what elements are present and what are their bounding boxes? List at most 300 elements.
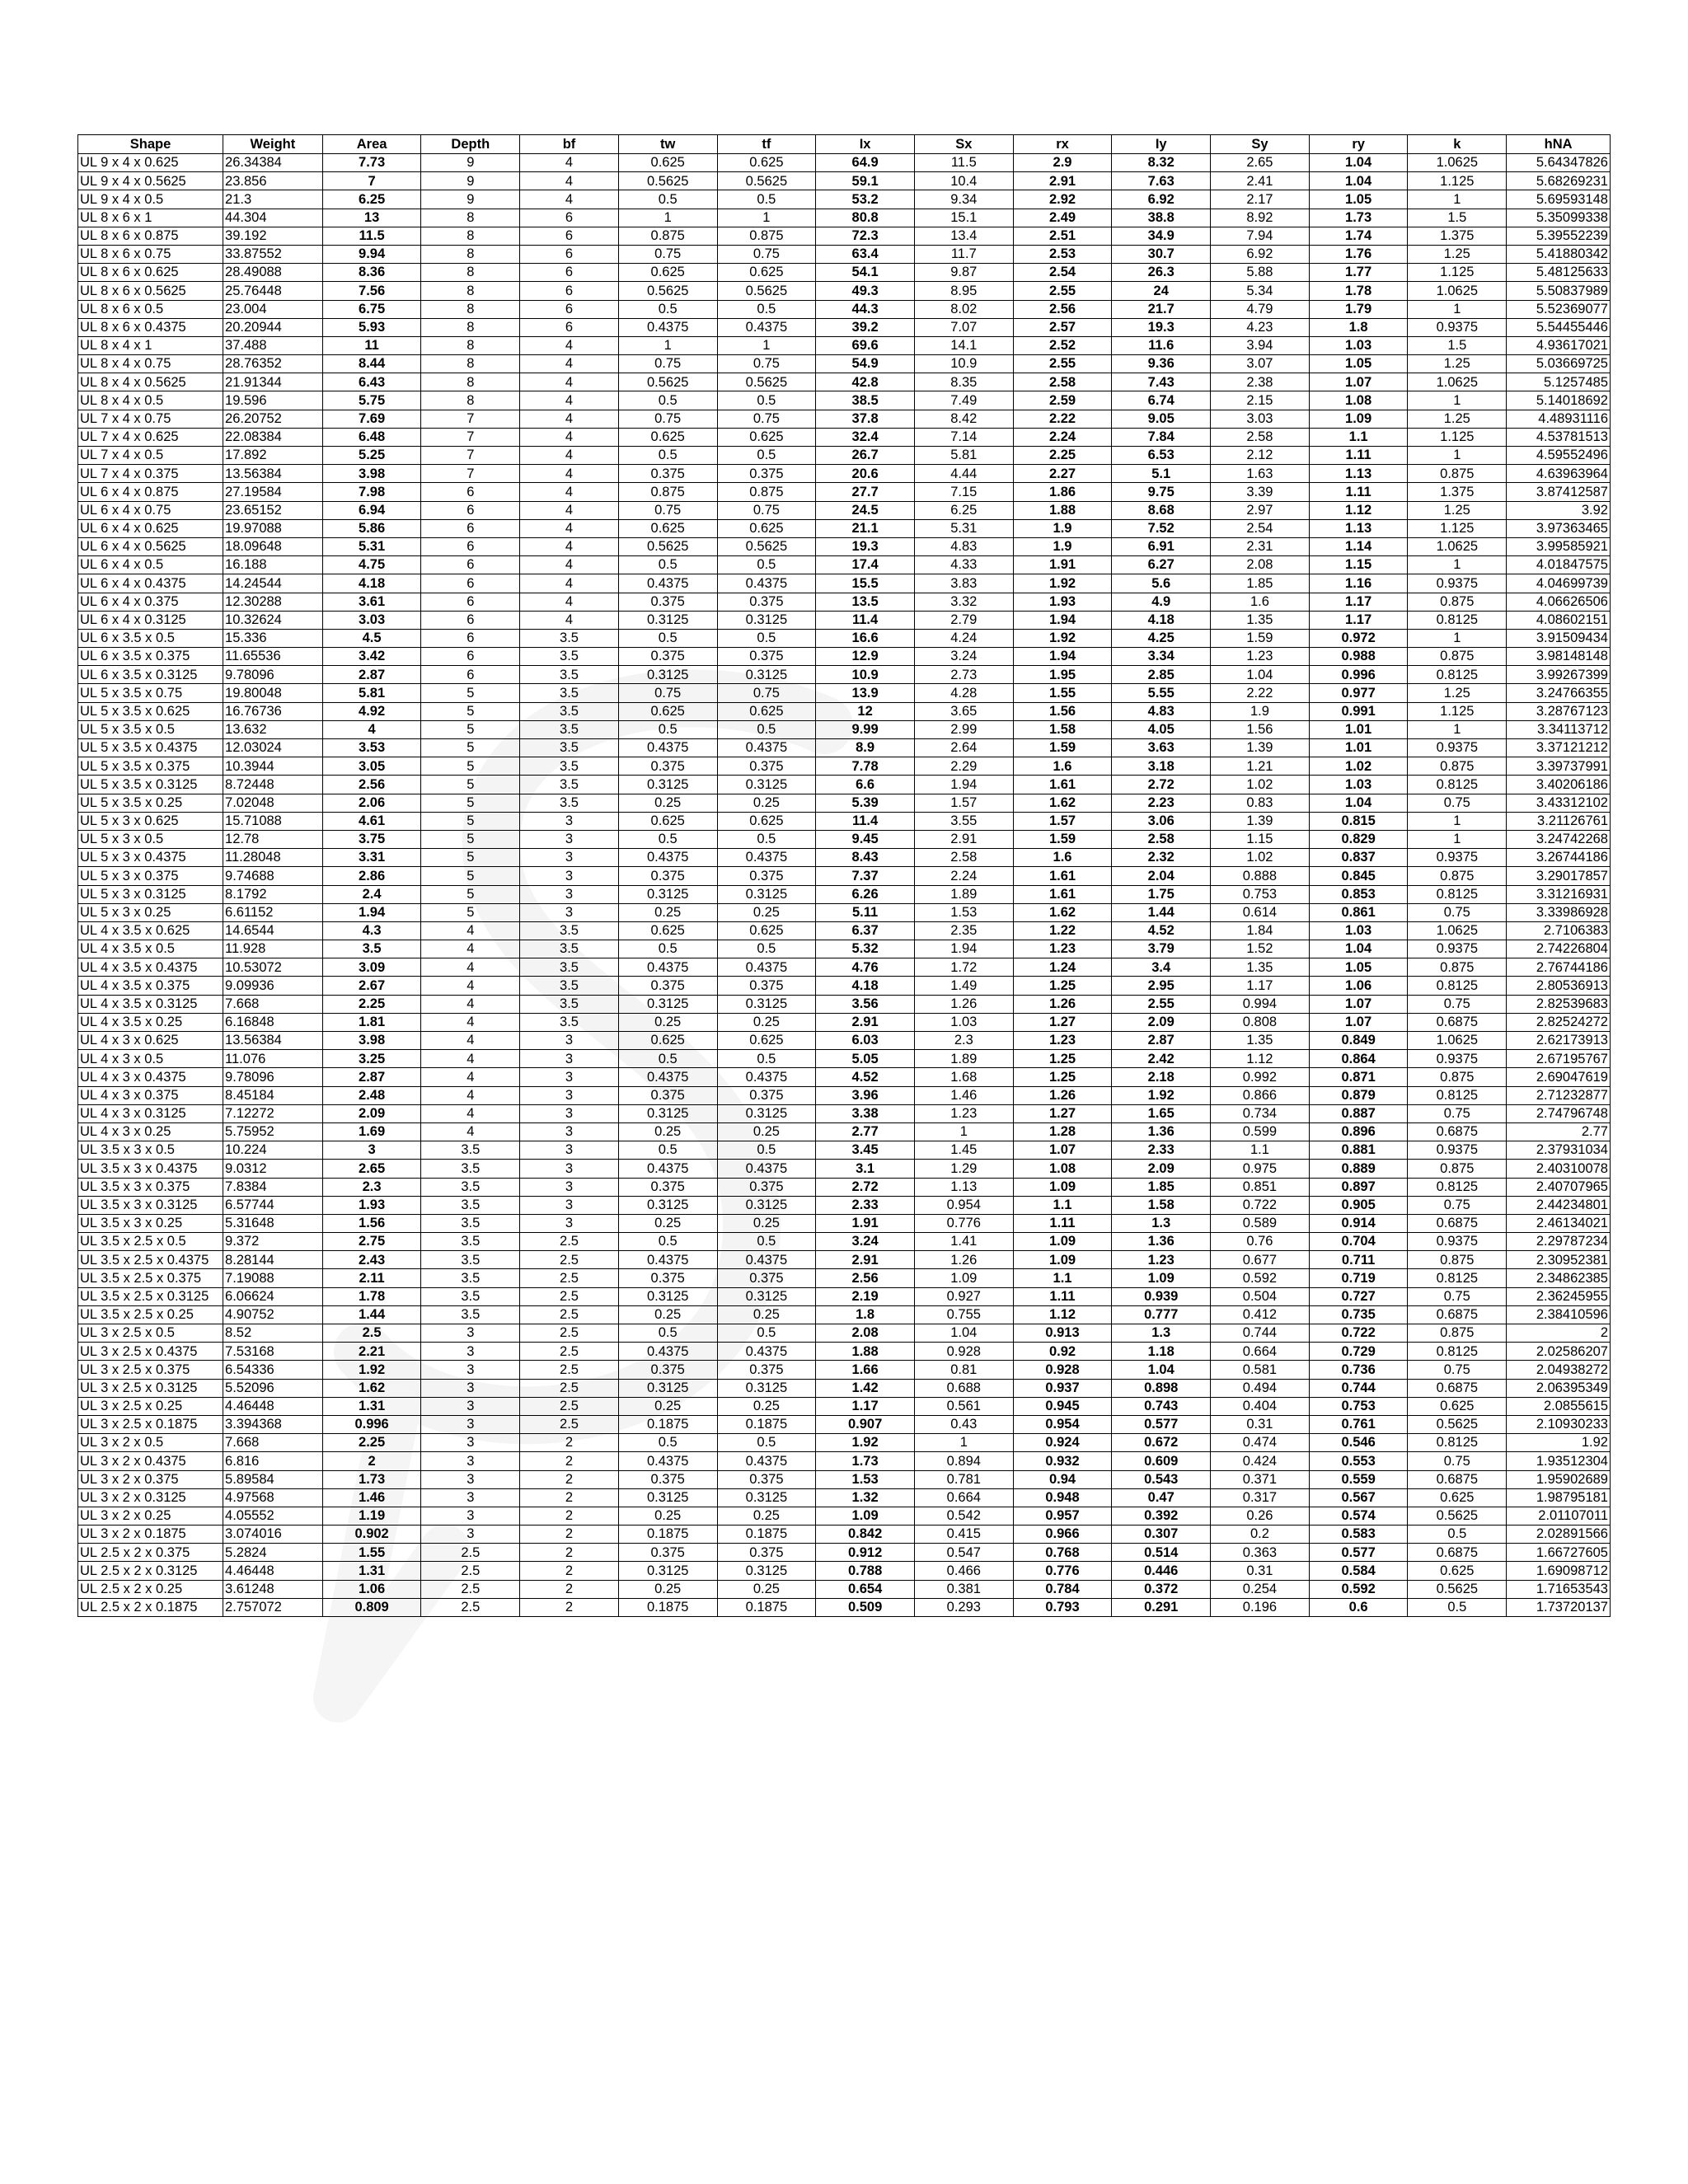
table-cell: 11.076 (223, 1050, 323, 1068)
table-cell: 0.504 (1211, 1287, 1310, 1305)
table-cell: 1.15 (1309, 556, 1408, 574)
table-cell: 44.304 (223, 209, 323, 227)
table-cell: 7.8384 (223, 1178, 323, 1196)
column-header: rx (1013, 135, 1112, 154)
table-cell: 0.5 (717, 1324, 816, 1343)
table-cell: UL 6 x 4 x 0.375 (78, 593, 223, 611)
table-cell: 6 (421, 648, 520, 666)
table-cell: 0.625 (1408, 1397, 1507, 1415)
table-cell: 5.88 (1211, 264, 1310, 282)
table-cell: 3.33986928 (1507, 903, 1611, 921)
table-row (78, 1251, 1611, 1269)
table-cell: 0.5 (717, 391, 816, 410)
table-cell: 0.75 (717, 501, 816, 519)
table-cell: 0.793 (1013, 1598, 1112, 1616)
table-cell: 0.3125 (618, 1562, 717, 1580)
table-cell: 38.5 (816, 391, 915, 410)
table-cell: 6.92 (1211, 245, 1310, 263)
table-cell: 8.36 (322, 264, 421, 282)
table-cell: 6.61152 (223, 903, 323, 921)
table-cell: 2.04 (1112, 867, 1211, 885)
table-cell: 0.25 (618, 1305, 717, 1324)
column-header: Ix (816, 135, 915, 154)
table-cell: 1.0625 (1408, 921, 1507, 940)
table-row (78, 1507, 1611, 1525)
table-cell: 1.74 (1309, 227, 1408, 245)
table-cell: 3.4 (1112, 958, 1211, 977)
table-cell: 7.56 (322, 282, 421, 300)
table-cell: 1.8 (816, 1305, 915, 1324)
table-cell: 2.46134021 (1507, 1214, 1611, 1232)
table-cell: 1.61 (1013, 776, 1112, 794)
table-cell: UL 3.5 x 2.5 x 0.25 (78, 1305, 223, 1324)
table-cell: 0.625 (717, 1032, 816, 1050)
table-cell: 5.52096 (223, 1379, 323, 1397)
table-cell: 0.375 (618, 593, 717, 611)
table-cell: UL 8 x 4 x 1 (78, 336, 223, 354)
table-cell: UL 4 x 3 x 0.25 (78, 1122, 223, 1141)
table-cell: UL 2.5 x 2 x 0.1875 (78, 1598, 223, 1616)
table-cell: 5.1 (1112, 465, 1211, 483)
table-cell: 34.9 (1112, 227, 1211, 245)
table-cell: 2.02891566 (1507, 1526, 1611, 1544)
table-row (78, 300, 1611, 318)
table-cell: 8.45184 (223, 1086, 323, 1104)
table-cell: 8.44 (322, 355, 421, 373)
table-cell: 7.49 (914, 391, 1013, 410)
table-cell: 0.4375 (717, 1343, 816, 1361)
table-cell: 1.9 (1013, 519, 1112, 537)
table-cell: 4.5 (322, 629, 421, 647)
table-cell: 0.3125 (717, 1488, 816, 1507)
table-row (78, 410, 1611, 428)
table-cell: 0.3125 (717, 776, 816, 794)
table-cell: 0.372 (1112, 1580, 1211, 1598)
table-cell: 15.5 (816, 574, 915, 593)
table-cell: 0.625 (717, 519, 816, 537)
table-cell: 3.98 (322, 1032, 421, 1050)
table-cell: 0.5 (618, 1233, 717, 1251)
table-cell: 3 (421, 1324, 520, 1343)
table-cell: 3 (520, 1104, 619, 1122)
table-cell: 2.25 (322, 1434, 421, 1452)
table-cell: 3.39737991 (1507, 757, 1611, 776)
table-cell: 11.6 (1112, 336, 1211, 354)
table-cell: 0.592 (1211, 1269, 1310, 1287)
table-cell: 0.996 (1309, 666, 1408, 684)
table-cell: 3.5 (322, 940, 421, 958)
table-cell: 0.875 (1408, 1068, 1507, 1086)
table-cell: 2.25 (322, 995, 421, 1013)
table-cell: 1.84 (1211, 921, 1310, 940)
table-cell: 0.977 (1309, 684, 1408, 702)
table-cell: 2.56 (816, 1269, 915, 1287)
table-cell: 2 (520, 1470, 619, 1488)
table-cell: 3 (421, 1434, 520, 1452)
table-row (78, 1287, 1611, 1305)
table-cell: 1.11 (1309, 483, 1408, 501)
table-cell: 6 (520, 245, 619, 263)
table-cell: 8.42 (914, 410, 1013, 428)
table-cell: 0.1875 (618, 1526, 717, 1544)
table-cell: 0.5625 (717, 373, 816, 391)
table-cell: 4 (520, 190, 619, 209)
table-cell: 1 (1408, 812, 1507, 830)
table-cell: 0.875 (1408, 757, 1507, 776)
table-cell: UL 3.5 x 3 x 0.375 (78, 1178, 223, 1196)
table-cell: 0.75 (717, 245, 816, 263)
table-cell: 1.04 (1309, 794, 1408, 812)
table-cell: UL 6 x 4 x 0.5 (78, 556, 223, 574)
table-cell: UL 5 x 3 x 0.375 (78, 867, 223, 885)
table-cell: 1.17 (1211, 977, 1310, 995)
table-row (78, 867, 1611, 885)
table-cell: 1.77 (1309, 264, 1408, 282)
table-cell: 3.5 (421, 1269, 520, 1287)
table-cell: UL 3 x 2.5 x 0.3125 (78, 1379, 223, 1397)
table-cell: 4.08602151 (1507, 611, 1611, 629)
table-row (78, 1305, 1611, 1324)
table-cell: 3.96 (816, 1086, 915, 1104)
table-cell: 2.76744186 (1507, 958, 1611, 977)
table-cell: 1.69 (322, 1122, 421, 1141)
table-cell: 3 (421, 1526, 520, 1544)
table-cell: UL 7 x 4 x 0.375 (78, 465, 223, 483)
table-cell: 8.1792 (223, 885, 323, 903)
table-cell: 1.6 (1211, 593, 1310, 611)
table-cell: 3.24766355 (1507, 684, 1611, 702)
table-cell: 1.07 (1309, 1013, 1408, 1031)
table-row (78, 958, 1611, 977)
table-cell: 2.08 (816, 1324, 915, 1343)
table-cell: 0.8125 (1408, 1269, 1507, 1287)
table-cell: 16.188 (223, 556, 323, 574)
table-cell: 2.0855615 (1507, 1397, 1611, 1415)
table-cell: 0.3125 (618, 995, 717, 1013)
table-cell: 0.954 (914, 1196, 1013, 1214)
table-cell: 5 (421, 720, 520, 738)
table-cell: 0.937 (1013, 1379, 1112, 1397)
table-cell: 2.35 (914, 921, 1013, 940)
table-cell: 0.9375 (1408, 1233, 1507, 1251)
table-cell: 2 (520, 1562, 619, 1580)
table-cell: 4.23 (1211, 318, 1310, 336)
table-cell: 4 (520, 154, 619, 172)
table-cell: UL 4 x 3 x 0.625 (78, 1032, 223, 1050)
table-cell: 5.55 (1112, 684, 1211, 702)
table-cell: 3.24 (914, 648, 1013, 666)
table-cell: 24.5 (816, 501, 915, 519)
table-cell: 0.9375 (1408, 1141, 1507, 1160)
table-cell: 0.4375 (618, 1068, 717, 1086)
table-cell: 0.4375 (618, 318, 717, 336)
table-cell: 2.31 (1211, 537, 1310, 555)
table-cell: 2.36245955 (1507, 1287, 1611, 1305)
table-cell: 1.03 (1309, 776, 1408, 794)
table-cell: 2.9 (1013, 154, 1112, 172)
table-cell: 6 (421, 574, 520, 593)
table-cell: 2.5 (520, 1415, 619, 1433)
table-cell: 1.92 (816, 1434, 915, 1452)
table-cell: 0.75 (618, 245, 717, 263)
table-cell: 0.6875 (1408, 1122, 1507, 1141)
table-cell: 2.87 (322, 1068, 421, 1086)
table-cell: 0.8125 (1408, 885, 1507, 903)
table-cell: 1.04 (914, 1324, 1013, 1343)
table-cell: 4.06626506 (1507, 593, 1611, 611)
table-cell: 1.18 (1112, 1343, 1211, 1361)
table-cell: 0.375 (717, 867, 816, 885)
table-cell: 3.074016 (223, 1526, 323, 1544)
table-cell: 3.98148148 (1507, 648, 1611, 666)
table-cell: 4.53781513 (1507, 428, 1611, 446)
table-cell: 8.92 (1211, 209, 1310, 227)
table-cell: UL 5 x 3 x 0.4375 (78, 849, 223, 867)
table-row (78, 1269, 1611, 1287)
table-cell: 0.861 (1309, 903, 1408, 921)
table-cell: 1.85 (1112, 1178, 1211, 1196)
table-cell: 0.589 (1211, 1214, 1310, 1232)
table-cell: 14.6544 (223, 921, 323, 940)
table-cell: 0.3125 (618, 611, 717, 629)
table-cell: 1.61 (1013, 885, 1112, 903)
table-cell: 3 (520, 1178, 619, 1196)
table-cell: 6.6 (816, 776, 915, 794)
table-cell: 4 (322, 720, 421, 738)
table-cell: 4.83 (1112, 702, 1211, 720)
table-row (78, 757, 1611, 776)
table-cell: 2.18 (1112, 1068, 1211, 1086)
table-cell: 0.954 (1013, 1415, 1112, 1433)
table-cell: 2 (520, 1488, 619, 1507)
table-row (78, 1598, 1611, 1616)
table-cell: 0.466 (914, 1562, 1013, 1580)
table-cell: 21.7 (1112, 300, 1211, 318)
table-cell: 0.625 (717, 428, 816, 446)
table-cell: 0.5625 (618, 537, 717, 555)
table-cell: 0.546 (1309, 1434, 1408, 1452)
table-cell: 0.625 (618, 1032, 717, 1050)
table-cell: 5 (421, 757, 520, 776)
table-cell: 9.0312 (223, 1160, 323, 1178)
table-cell: 2.3 (914, 1032, 1013, 1050)
table-cell: UL 5 x 3.5 x 0.25 (78, 794, 223, 812)
table-cell: 2.4 (322, 885, 421, 903)
table-row (78, 611, 1611, 629)
table-cell: 0.81 (914, 1361, 1013, 1379)
table-cell: 2.27 (1013, 465, 1112, 483)
table-cell: 2.11 (322, 1269, 421, 1287)
table-cell: 1.12 (1309, 501, 1408, 519)
table-cell: 0.875 (1408, 1160, 1507, 1178)
table-cell: UL 6 x 4 x 0.625 (78, 519, 223, 537)
table-cell: 4.44 (914, 465, 1013, 483)
table-cell: 8.28144 (223, 1251, 323, 1269)
table-cell: 4.90752 (223, 1305, 323, 1324)
table-cell: 3.5 (520, 794, 619, 812)
table-cell: 2.99 (914, 720, 1013, 738)
table-cell: 0.293 (914, 1598, 1013, 1616)
table-cell: 3.92 (1507, 501, 1611, 519)
table-cell: 3 (421, 1343, 520, 1361)
table-cell: 0.5625 (1408, 1415, 1507, 1433)
table-cell: 0.743 (1112, 1397, 1211, 1415)
table-cell: 5 (421, 867, 520, 885)
table-cell: 3.5 (421, 1160, 520, 1178)
table-row (78, 447, 1611, 465)
table-cell: 5.2824 (223, 1544, 323, 1562)
table-cell: 0.94 (1013, 1470, 1112, 1488)
table-cell: 3.79 (1112, 940, 1211, 958)
table-cell: 0.991 (1309, 702, 1408, 720)
table-cell: 3.61248 (223, 1580, 323, 1598)
table-cell: 0.8125 (1408, 1086, 1507, 1104)
table-cell: 0.3125 (717, 666, 816, 684)
table-cell: 1.69098712 (1507, 1562, 1611, 1580)
table-cell: 0.809 (322, 1598, 421, 1616)
table-cell: 7.53168 (223, 1343, 323, 1361)
table-cell: 0.446 (1112, 1562, 1211, 1580)
table-cell: 13.4 (914, 227, 1013, 245)
table-cell: 5.39 (816, 794, 915, 812)
table-cell: UL 6 x 4 x 0.75 (78, 501, 223, 519)
table-cell: 0.5 (618, 1141, 717, 1160)
table-cell: 0.25 (618, 1214, 717, 1232)
table-cell: 0.5 (618, 720, 717, 738)
table-cell: 1.79 (1309, 300, 1408, 318)
table-cell: 3.94 (1211, 336, 1310, 354)
table-cell: 0.375 (717, 465, 816, 483)
table-cell: UL 9 x 4 x 0.5 (78, 190, 223, 209)
table-cell: 9.36 (1112, 355, 1211, 373)
table-cell: 1 (1408, 391, 1507, 410)
table-cell: 3.5 (421, 1287, 520, 1305)
table-cell: 0.375 (618, 1361, 717, 1379)
table-cell: 0.317 (1211, 1488, 1310, 1507)
table-cell: 1.13 (1309, 519, 1408, 537)
table-cell: 3.5 (520, 940, 619, 958)
column-header: Weight (223, 135, 323, 154)
table-cell: 0.5 (717, 1141, 816, 1160)
table-cell: 1 (914, 1434, 1013, 1452)
table-cell: 5 (421, 812, 520, 830)
table-cell: 0.9375 (1408, 739, 1507, 757)
table-cell: 0.584 (1309, 1562, 1408, 1580)
table-cell: 0.625 (1408, 1488, 1507, 1507)
table-cell: 5.03669725 (1507, 355, 1611, 373)
table-cell: 8 (421, 318, 520, 336)
table-cell: 0.567 (1309, 1488, 1408, 1507)
table-cell: 0.561 (914, 1397, 1013, 1415)
table-cell: 3.5 (520, 666, 619, 684)
table-cell: 1.66727605 (1507, 1544, 1611, 1562)
table-cell: 4 (520, 373, 619, 391)
table-cell: UL 8 x 4 x 0.5625 (78, 373, 223, 391)
table-cell: 2.17 (1211, 190, 1310, 209)
table-cell: 0.928 (914, 1343, 1013, 1361)
table-cell: 2.52 (1013, 336, 1112, 354)
table-cell: 3.5 (520, 921, 619, 940)
table-cell: 1.57 (1013, 812, 1112, 830)
table-cell: 4.18 (322, 574, 421, 593)
table-cell: UL 3 x 2 x 0.1875 (78, 1526, 223, 1544)
table-row (78, 519, 1611, 537)
table-cell: 1.26 (914, 995, 1013, 1013)
column-header: Sy (1211, 135, 1310, 154)
table-cell: 0.912 (816, 1544, 915, 1562)
table-cell: 33.87552 (223, 245, 323, 263)
table-cell: UL 3 x 2 x 0.3125 (78, 1488, 223, 1507)
table-cell: 2.5 (421, 1544, 520, 1562)
table-cell: UL 4 x 3 x 0.375 (78, 1086, 223, 1104)
table-cell: 0.5625 (618, 282, 717, 300)
table-cell: 1.0625 (1408, 282, 1507, 300)
table-cell: 3.38 (816, 1104, 915, 1122)
table-cell: 6.816 (223, 1452, 323, 1470)
table-cell: 4 (520, 336, 619, 354)
table-cell: 2.48 (322, 1086, 421, 1104)
table-cell: 54.9 (816, 355, 915, 373)
table-cell: 0.196 (1211, 1598, 1310, 1616)
table-cell: 1.6 (1013, 757, 1112, 776)
table-cell: 1.02 (1309, 757, 1408, 776)
table-cell: 0.392 (1112, 1507, 1211, 1525)
table-cell: 5.31648 (223, 1214, 323, 1232)
table-cell: 2.33 (816, 1196, 915, 1214)
table-cell: UL 5 x 3.5 x 0.3125 (78, 776, 223, 794)
table-cell: UL 3.5 x 3 x 0.25 (78, 1214, 223, 1232)
table-cell: 1.07 (1013, 1141, 1112, 1160)
table-cell: 3 (520, 1122, 619, 1141)
table-cell: 0.26 (1211, 1507, 1310, 1525)
table-cell: 3 (520, 812, 619, 830)
table-cell: UL 8 x 6 x 1 (78, 209, 223, 227)
table-cell: 1.94 (1013, 648, 1112, 666)
table-cell: 0.375 (618, 465, 717, 483)
table-cell: 0.729 (1309, 1343, 1408, 1361)
table-cell: 0.5 (618, 556, 717, 574)
table-cell: 0.5625 (1408, 1507, 1507, 1525)
table-cell: 2 (322, 1452, 421, 1470)
column-header: bf (520, 135, 619, 154)
table-cell: 1 (1408, 629, 1507, 647)
table-cell: 13.9 (816, 684, 915, 702)
table-cell: 10.3944 (223, 757, 323, 776)
table-cell: 2.5 (421, 1580, 520, 1598)
table-cell: 2.55 (1112, 995, 1211, 1013)
table-cell: UL 3 x 2 x 0.5 (78, 1434, 223, 1452)
table-cell: 2.12 (1211, 447, 1310, 465)
table-cell: 4.48931116 (1507, 410, 1611, 428)
table-cell: 8 (421, 300, 520, 318)
table-cell: 20.6 (816, 465, 915, 483)
table-cell: 0.736 (1309, 1361, 1408, 1379)
table-cell: 0.75 (1408, 1361, 1507, 1379)
table-cell: 1.23 (1112, 1251, 1211, 1269)
table-cell: 0.75 (1408, 1287, 1507, 1305)
table-cell: 3.24742268 (1507, 830, 1611, 848)
table-cell: 4.3 (322, 921, 421, 940)
table-cell: 2.57 (1013, 318, 1112, 336)
table-cell: 1.05 (1309, 190, 1408, 209)
table-cell: 5.75952 (223, 1122, 323, 1141)
table-cell: 25.76448 (223, 282, 323, 300)
table-cell: 3.45 (816, 1141, 915, 1160)
table-cell: UL 3 x 2 x 0.25 (78, 1507, 223, 1525)
table-cell: 0.514 (1112, 1544, 1211, 1562)
table-cell: 1.09 (914, 1269, 1013, 1287)
table-cell: 0.625 (717, 921, 816, 940)
